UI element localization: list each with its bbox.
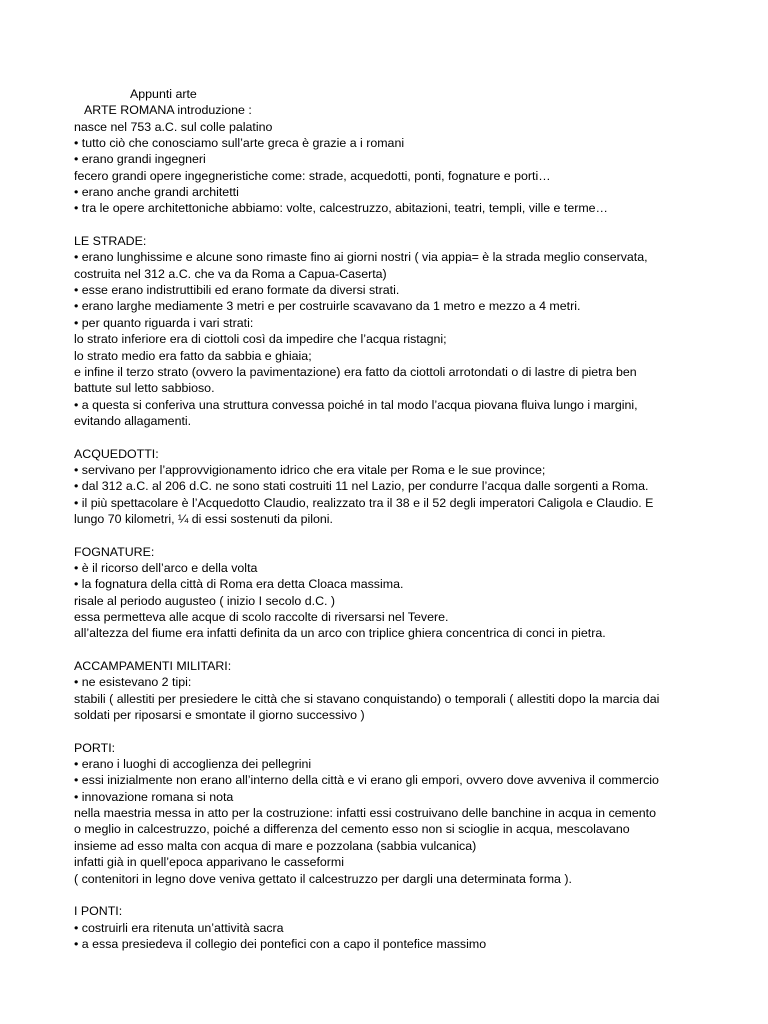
section-line: risale al periodo augusteo ( inizio I secolo d.C. )	[74, 593, 336, 608]
section	[74, 740, 704, 887]
document-body	[74, 86, 704, 952]
sections-container	[74, 217, 704, 952]
section-heading: ACQUEDOTTI:	[74, 446, 159, 461]
document-title: Appunti arte	[130, 87, 197, 101]
section-line: • il più spettacolare è l’Acquedotto Claudio, realizzato tra il 38 e il 52 degli imperatori Caligola e Claudio. E	[74, 495, 654, 510]
section-line: • erano lunghissime e alcune sono rimaste fino ai giorni nostri ( via appia= è la strada meglio conservata,	[74, 250, 648, 265]
section-line: costruita nel 312 a.C. che va da Roma a Capua-Caserta)	[74, 266, 387, 281]
section-line: e infine il terzo strato (ovvero la pavimentazione) era fatto da ciottoli arrotondati o di lastre di pietra ben	[74, 364, 637, 379]
blank-line	[74, 217, 704, 233]
section-line: • è il ricorso dell’arco e della volta	[74, 560, 258, 575]
section-line: • erano larghe mediamente 3 metri e per costruirle scavavano da 1 metro e mezzo a 4 metri.	[74, 299, 581, 314]
blank-line	[74, 887, 704, 903]
section-line: lungo 70 kilometri, ¼ di essi sostenuti da piloni.	[74, 511, 333, 526]
section-line: soldati per riposarsi e smontate il giorno successivo )	[74, 708, 365, 723]
section-line: nella maestria messa in atto per la costruzione: infatti essi costruivano delle banchine in acqua in cemento	[74, 806, 656, 821]
section-line: lo strato inferiore era di ciottoli così da impedire che l’acqua ristagni;	[74, 332, 447, 347]
section-heading: PORTI:	[74, 740, 116, 755]
section-line: ( contenitori in legno dove veniva gettato il calcestruzzo per dargli una determinata forma ).	[74, 871, 572, 886]
intro-line: • erano grandi ingegneri	[74, 152, 206, 167]
section-line: all’altezza del fiume era infatti definita da un arco con triplice ghiera concentrica di conci in pietra.	[74, 626, 606, 641]
section-line: • costruirli era ritenuta un’attività sacra	[74, 920, 284, 935]
intro-line: • erano anche grandi architetti	[74, 185, 239, 200]
section-line: • essi inizialmente non erano all’interno della città e vi erano gli empori, ovvero dove avveniva il commercio	[74, 773, 659, 788]
section	[74, 544, 704, 642]
section-line: • a questa si conferiva una struttura convessa poiché in tal modo l’acqua piovana fluiva lungo i margini,	[74, 397, 638, 412]
section-line: stabili ( allestiti per presiedere le città che si stavano conquistando) o temporali ( allestiti dopo la marcia dai	[74, 691, 660, 706]
section	[74, 658, 704, 723]
section-line: lo strato medio era fatto da sabbia e ghiaia;	[74, 348, 312, 363]
section-line: • dal 312 a.C. al 206 d.C. ne sono stati costruiti 11 nel Lazio, per condurre l’acqua dalle sorgenti a Roma.	[74, 479, 649, 494]
section	[74, 233, 704, 429]
section-line: • servivano per l’approvvigionamento idrico che era vitale per Roma e le sue province;	[74, 462, 546, 477]
section-heading: I PONTI:	[74, 904, 123, 919]
section-line: insieme ad esso malta con acqua di mare e pozzolana (sabbia vulcanica)	[74, 838, 477, 853]
section-line: • erano i luoghi di accoglienza dei pellegrini	[74, 757, 312, 772]
blank-line	[74, 642, 704, 658]
section-line: • innovazione romana si nota	[74, 789, 234, 804]
intro-line: • tutto ciò che conosciamo sull’arte greca è grazie a i romani	[74, 136, 405, 151]
section-line: • a essa presiedeva il collegio dei pontefici con a capo il pontefice massimo	[74, 936, 487, 951]
section	[74, 903, 704, 952]
document-subtitle: ARTE ROMANA introduzione :	[84, 103, 252, 118]
section-line: battute sul letto sabbioso.	[74, 381, 215, 396]
blank-line	[74, 429, 704, 445]
section-heading: LE STRADE:	[74, 234, 147, 249]
section-line: • ne esistevano 2 tipi:	[74, 675, 192, 690]
section-line: evitando allagamenti.	[74, 413, 192, 428]
intro-line: fecero grandi opere ingegneristiche come: strade, acquedotti, ponti, fognature e porti…	[74, 168, 551, 183]
section-line: • esse erano indistruttibili ed erano formate da diversi strati.	[74, 283, 400, 298]
intro-line: nasce nel 753 a.C. sul colle palatino	[74, 119, 273, 134]
section-line: • la fognatura della città di Roma era detta Cloaca massima.	[74, 577, 404, 592]
section-heading: ACCAMPAMENTI MILITARI:	[74, 659, 232, 674]
section-line: • per quanto riguarda i vari strati:	[74, 315, 254, 330]
section-line: o meglio in calcestruzzo, poiché a differenza del cemento esso non si scioglie in acqua, mescolavano	[74, 822, 630, 837]
blank-line	[74, 723, 704, 739]
intro-line: • tra le opere architettoniche abbiamo: volte, calcestruzzo, abitazioni, teatri, templi, ville e terme…	[74, 201, 608, 216]
section-line: essa permetteva alle acque di scolo raccolte di riversarsi nel Tevere.	[74, 610, 449, 624]
section-line: infatti già in quell’epoca apparivano le casseformi	[74, 855, 344, 870]
section-heading: FOGNATURE:	[74, 544, 155, 559]
section	[74, 446, 704, 528]
intro-block	[74, 119, 704, 217]
blank-line	[74, 527, 704, 543]
